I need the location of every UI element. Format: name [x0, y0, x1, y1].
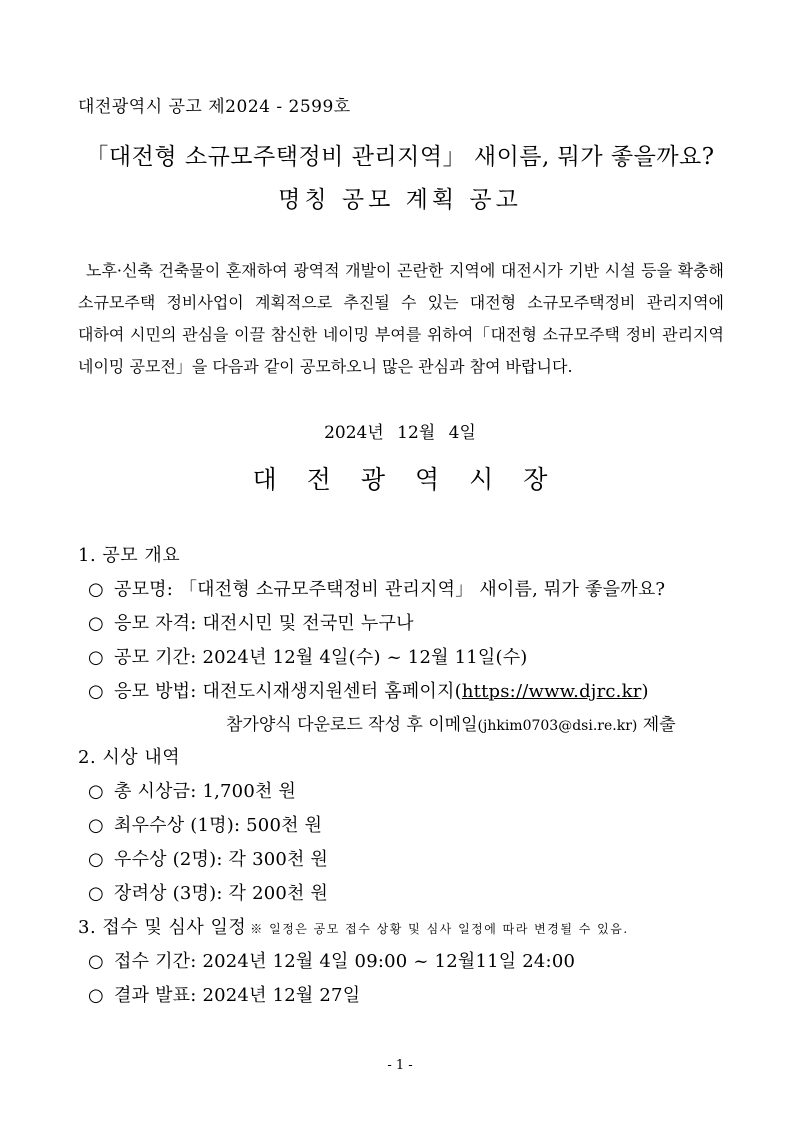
section-heading: 1. 공모 개요	[78, 545, 181, 566]
list-item	[88, 981, 360, 1007]
section-heading	[78, 913, 629, 939]
issuer-name: 대전광역시장	[252, 465, 578, 494]
list-item	[88, 879, 328, 905]
contact-email: (jhkim0703@dsi.re.kr)	[477, 718, 638, 734]
item-text: 결과 발표: 2024년 12월 27일	[114, 985, 361, 1006]
circle-bullet-icon: ○	[88, 681, 104, 702]
list-item	[88, 575, 665, 601]
issue-date: 2024년 12월 4일	[324, 423, 476, 443]
item-text: 총 시상금: 1,700천 원	[114, 781, 297, 802]
list-item	[88, 947, 575, 973]
circle-bullet-icon: ○	[88, 815, 104, 836]
list-item	[88, 811, 322, 837]
method-text-end: 제출	[642, 715, 676, 735]
notice-number: 대전광역시 공고 제2024 - 2599호	[78, 97, 351, 117]
list-item: ○ 응모 방법: 대전도시재생지원센터 홈페이지(https://www.djrc.kr)	[88, 681, 649, 702]
item-text: 우수상 (2명): 각 300천 원	[114, 849, 329, 870]
page-number: - 1 -	[387, 1058, 413, 1073]
item-text: 공모명: 「대전형 소규모주택정비 관리지역」 새이름, 뭐가 좋을까요?	[114, 579, 666, 600]
item-text: 최우수상 (1명): 500천 원	[114, 815, 323, 836]
item-text: 응모 방법: 대전도시재생지원센터 홈페이지	[114, 681, 455, 702]
document-title: 「대전형 소규모주택정비 관리지역」 새이름, 뭐가 좋을까요?	[85, 144, 715, 170]
section-heading-text: 3. 접수 및 심사 일정	[78, 917, 247, 938]
section-heading: 2. 시상 내역	[78, 747, 181, 768]
item-text: 응모 자격: 대전시민 및 전국민 누구나	[114, 613, 414, 634]
circle-bullet-icon: ○	[88, 781, 104, 802]
method-continuation	[226, 710, 676, 735]
item-text: 공모 기간: 2024년 12월 4일(수) ~ 12월 11일(수)	[114, 647, 528, 668]
circle-bullet-icon: ○	[88, 647, 104, 668]
item-text: 접수 기간: 2024년 12월 4일 09:00 ~ 12월11일 24:00	[114, 951, 576, 972]
list-item	[88, 643, 528, 669]
item-text: 장려상 (3명): 각 200천 원	[114, 883, 329, 904]
document-subtitle: 명칭 공모 계획 공고	[278, 187, 522, 213]
list-item	[88, 777, 296, 803]
list-item	[88, 845, 328, 871]
circle-bullet-icon: ○	[88, 985, 104, 1006]
list-item	[88, 609, 414, 635]
circle-bullet-icon: ○	[88, 883, 104, 904]
homepage-link[interactable]: https://www.djrc.kr	[461, 681, 642, 702]
intro-paragraph: 노후·신축 건축물이 혼재하여 광역적 개발이 곤란한 지역에 대전시가 기반 시설 등을 확충해 소규모주택 정비사업이 계획적으로 추진될 수 있는 대전형 소규모주택정비 관리지역에 대하여 시민의 관심을 이끌 참신한 네이밍 부여를 위하여「대전형 소규모주택 정비 관리지역 네이밍 공모전」을 다음과 같이 공모하오니 많은 관심과 참여 바랍니다.	[78, 261, 724, 376]
schedule-note: ※ 일정은 공모 접수 상황 및 심사 일정에 따라 변경될 수 있음.	[250, 922, 629, 936]
circle-bullet-icon: ○	[88, 579, 104, 600]
circle-bullet-icon: ○	[88, 951, 104, 972]
circle-bullet-icon: ○	[88, 613, 104, 634]
circle-bullet-icon: ○	[88, 849, 104, 870]
method-text: 참가양식 다운로드 작성 후 이메일	[226, 715, 478, 735]
